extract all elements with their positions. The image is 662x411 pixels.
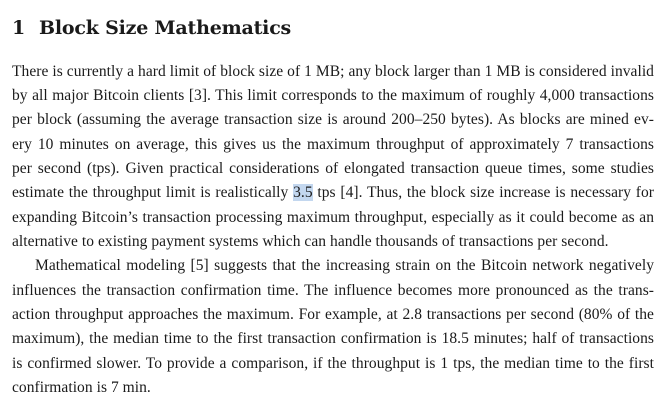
- text-line: influences the transaction confirmation time. The influence becomes more pronounced as the trans-: [12, 282, 654, 299]
- section-number: 1: [12, 17, 26, 39]
- text-line: confirmation is 7 min.: [12, 379, 151, 396]
- text-line: per block (assuming the average transaction size is around 200–250 bytes). As blocks are mined ev-: [12, 111, 654, 128]
- section-title: Block Size Mathematics: [39, 17, 292, 39]
- text-line: There is currently a hard limit of block size of 1 MB; any block larger than 1 MB is considered invalid: [12, 63, 654, 80]
- section-heading: [12, 14, 291, 42]
- text-line: alternative to existing payment systems which can handle thousands of transactions per second.: [12, 233, 609, 250]
- text-line: action throughput approaches the maximum. For example, at 2.8 transactions per second (80% of the: [12, 306, 654, 323]
- text-line: is confirmed slower. To provide a comparison, if the throughput is 1 tps, the median time to the first: [12, 355, 654, 372]
- text-line: ery 10 minutes on average, this gives us the maximum throughput of approximately 7 transactions: [12, 136, 654, 153]
- selected-text[interactable]: 3.5: [293, 184, 313, 201]
- text-segment: estimate the throughput limit is realistically: [12, 184, 294, 201]
- text-segment: tps [4]. Thus, the block size increase is necessary for: [312, 184, 654, 201]
- text-line: per second (tps). Given practical considerations of elongated transaction queue times, some studies: [12, 160, 654, 177]
- text-line-with-selection: [12, 181, 654, 205]
- text-line: expanding Bitcoin’s transaction processing maximum throughput, especially as it could become as an: [12, 209, 654, 226]
- text-line: maximum), the median time to the first transaction confirmation is 18.5 minutes; half of transactions: [12, 330, 654, 347]
- text-line: Mathematical modeling [5] suggests that the increasing strain on the Bitcoin network negatively: [35, 257, 654, 274]
- text-line: by all major Bitcoin clients [3]. This limit corresponds to the maximum of roughly 4,000 transactions: [12, 87, 654, 104]
